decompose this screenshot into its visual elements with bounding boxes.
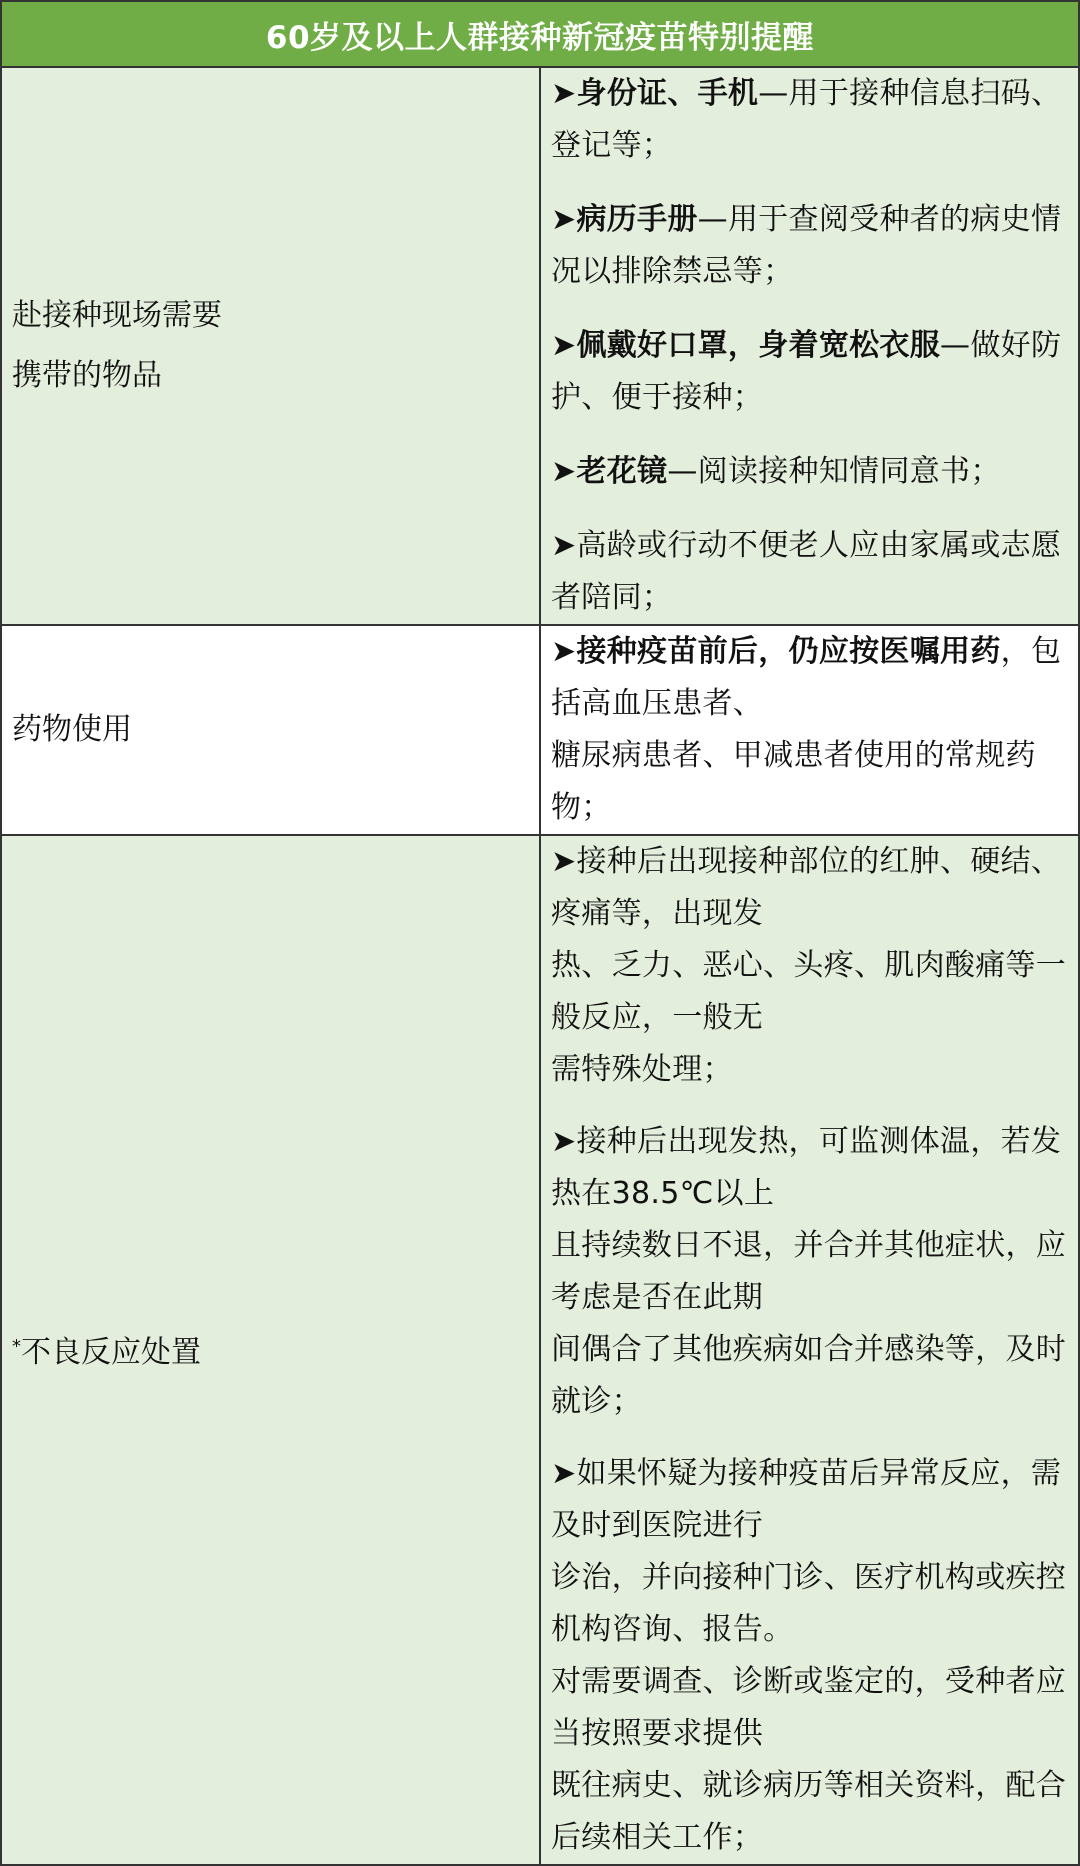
list-item [551,194,1068,298]
arrow-icon: ➤ [551,634,577,669]
list-item-line: 诊治，并向接种门诊、医疗机构或疾控机构咨询、报告。 [551,1560,1067,1647]
list-item [551,320,1068,424]
item-text: —阅读接种知情同意书； [667,454,1001,489]
list-item-line: 热、乏力、恶心、头疼、肌肉酸痛等一般反应，一般无 [551,948,1067,1035]
list-item-line: 间偶合了其他疾病如合并感染等，及时就诊； [551,1332,1067,1419]
item-text: —做好防护、便于接种； [551,328,1062,415]
asterisk-mark: * [12,1336,21,1357]
list-item [551,446,1068,498]
arrow-icon: ➤ [551,202,577,237]
list-item-line: 对需要调查、诊断或鉴定的，受种者应当按照要求提供 [551,1664,1067,1751]
row-content-items-to-bring [540,67,1079,625]
list-item-line: 既往病史、就诊病历等相关资料，配合后续相关工作； [551,1768,1067,1855]
list-item-line [551,1448,1068,1552]
arrow-icon: ➤ [551,76,577,111]
list-item [551,626,1068,730]
row-content-medication [540,625,1079,835]
item-text: —用于查阅受种者的病史情况以排除禁忌等； [551,202,1062,289]
arrow-icon: ➤ [551,844,577,879]
item-text: 高龄或行动不便老人应由家属或志愿者陪同； [551,528,1062,615]
item-bold-text: 身份证、手机 [576,76,759,111]
row-label-line: 携带的物品 [12,358,162,393]
table-title: 60岁及以上人群接种新冠疫苗特别提醒 [1,1,1079,67]
item-text: —用于接种信息扫码、登记等； [551,76,1062,163]
item-bold-text: 佩戴好口罩，身着宽松衣服 [576,328,941,363]
list-item [551,68,1068,172]
item-text: 接种后出现接种部位的红肿、硬结、疼痛等，出现发 [551,844,1062,931]
arrow-icon: ➤ [551,328,577,363]
row-label-line: 赴接种现场需要 [12,298,222,333]
arrow-icon: ➤ [551,1456,577,1491]
row-label-medication: 药物使用 [1,625,540,835]
item-bold-text: 病历手册 [576,202,698,237]
arrow-icon: ➤ [551,1124,577,1159]
list-item-line [551,836,1068,940]
item-bold-text: 老花镜 [576,454,668,489]
arrow-icon: ➤ [551,528,577,563]
list-item-line: 且持续数日不退，并合并其他症状，应考虑是否在此期 [551,1228,1067,1315]
list-item-line: 需特殊处理； [551,1052,733,1087]
item-text: 如果怀疑为接种疫苗后异常反应，需及时到医院进行 [551,1456,1062,1543]
row-label-text: 不良反应处置 [21,1335,201,1370]
item-text: ，包括高血压患者、 [551,634,1062,721]
list-item [551,520,1068,624]
item-bold-text: 接种疫苗前后，仍应按医嘱用药 [576,634,1001,669]
list-item-continued: 糖尿病患者、甲减患者使用的常规药物； [551,738,1036,825]
row-label-adverse-reaction [1,835,540,1865]
item-text: 接种后出现发热，可监测体温，若发热在38.5℃以上 [551,1124,1062,1211]
list-item-line [551,1116,1068,1220]
row-label-items-to-bring [1,67,540,625]
arrow-icon: ➤ [551,454,577,489]
row-content-adverse-reaction [540,835,1079,1865]
